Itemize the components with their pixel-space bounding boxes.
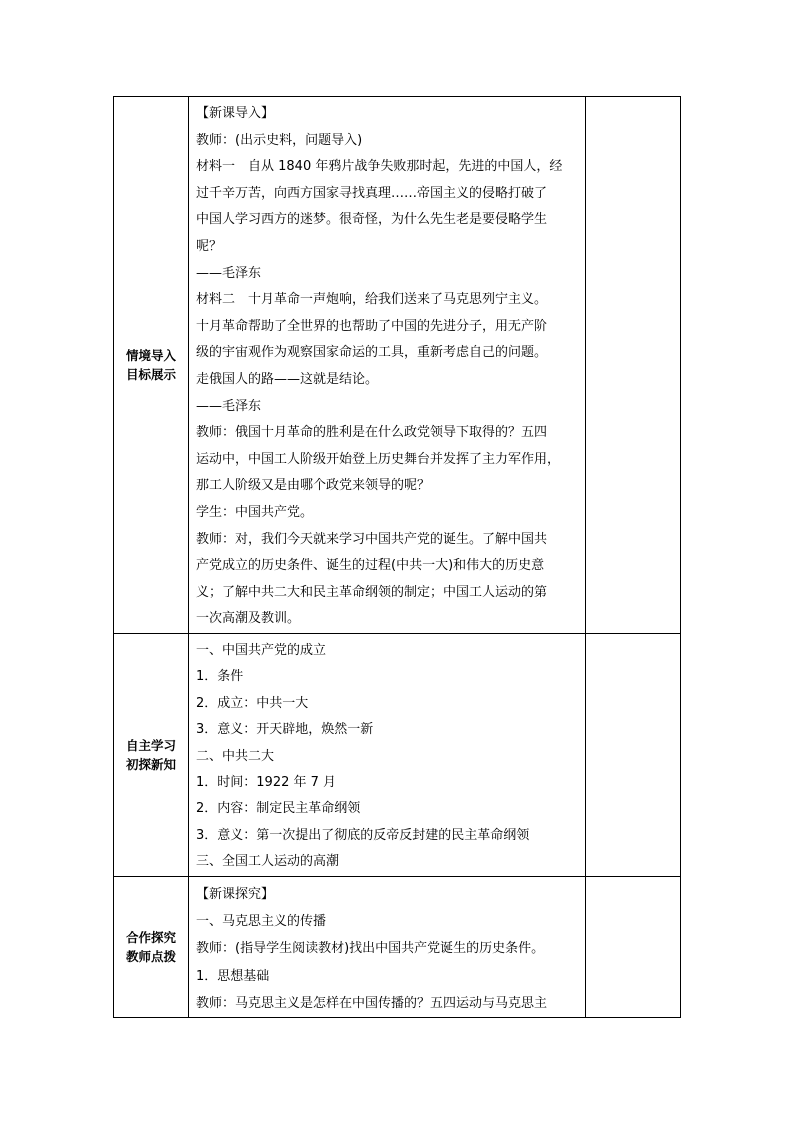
- section-label-cell: [114, 634, 189, 877]
- content-line: 教师：对，我们今天就来学习中国共产党的诞生。了解中国共: [196, 531, 548, 547]
- content-line: 一、马克思主义的传播: [196, 913, 327, 929]
- content-line: 【新课导入】: [196, 106, 275, 121]
- section-label: 合作探究: [125, 929, 176, 945]
- content-line: 呢？: [196, 238, 223, 254]
- row-self-study: [114, 634, 681, 877]
- content-line: 1．思想基础: [196, 968, 270, 984]
- content-line: 材料二 十月革命一声炮响，给我们送来了马克思列宁主义。: [196, 292, 548, 308]
- notes-cell: [586, 634, 681, 877]
- content-line: 教师：俄国十月革命的胜利是在什么政党领导下取得的？五四: [196, 425, 548, 441]
- content-line: 一、中国共产党的成立: [196, 643, 327, 658]
- content-line: 教师：马克思主义是怎样在中国传播的？五四运动与马克思主: [196, 995, 548, 1011]
- content-line: 义；了解中共二大和民主革命纲领的制定；中国工人运动的第: [196, 584, 548, 600]
- section-content: [189, 634, 586, 877]
- content-line: 三、全国工人运动的高潮: [196, 854, 340, 870]
- section-label-cell: [114, 876, 189, 1017]
- section-content: [189, 876, 586, 1017]
- notes-cell: [586, 97, 681, 634]
- content-line: 教师：(出示史料，问题导入): [196, 132, 363, 148]
- section-label: 目标展示: [125, 367, 176, 382]
- notes-cell: [586, 876, 681, 1017]
- content-line: 材料一 自从 1840 年鸦片战争失败那时起，先进的中国人，经: [196, 159, 563, 175]
- row-situation-intro: [114, 97, 681, 634]
- content-line: 过千辛万苦，向西方国家寻找真理……帝国主义的侵略打破了: [196, 185, 548, 201]
- section-content: [189, 97, 586, 634]
- content-line: ——毛泽东: [196, 265, 262, 281]
- content-line: 二、中共二大: [196, 748, 275, 764]
- content-line: 走俄国人的路——这就是结论。: [196, 371, 379, 387]
- content-line: 产党成立的历史条件、诞生的过程(中共一大)和伟大的历史意: [196, 558, 545, 574]
- content-line: 1．条件: [196, 669, 244, 685]
- section-label: 自主学习: [125, 737, 176, 753]
- section-label-cell: [114, 97, 189, 634]
- lesson-plan-table: [113, 96, 681, 1018]
- content-line: 十月革命帮助了全世界的也帮助了中国的先进分子，用无产阶: [196, 318, 548, 334]
- section-label: 初探新知: [125, 756, 176, 772]
- content-line: 3．意义：开天辟地，焕然一新: [196, 722, 374, 738]
- content-line: 中国人学习西方的迷梦。很奇怪，为什么先生老是要侵略学生: [196, 212, 548, 228]
- section-label: 教师点拨: [125, 948, 176, 964]
- content-line: 3．意义：第一次提出了彻底的反帝反封建的民主革命纲领: [196, 827, 530, 843]
- content-line: 2．成立：中共一大: [196, 695, 309, 711]
- row-cooperative-inquiry: [114, 876, 681, 1017]
- content-line: 一次高潮及教训。: [196, 611, 301, 627]
- content-line: 学生：中国共产党。: [196, 504, 314, 520]
- content-line: 教师：(指导学生阅读教材)找出中国共产党诞生的历史条件。: [196, 941, 545, 957]
- content-line: 级的宇宙观作为观察国家命运的工具，重新考虑自己的问题。: [196, 345, 548, 361]
- content-line: 运动中，中国工人阶级开始登上历史舞台并发挥了主力军作用，: [196, 451, 561, 467]
- content-line: 2．内容：制定民主革命纲领: [196, 801, 361, 817]
- content-line: 那工人阶级又是由哪个政党来领导的呢？: [196, 478, 431, 494]
- section-label: 情境导入: [125, 348, 176, 363]
- content-line: 【新课探究】: [196, 886, 275, 902]
- content-line: ——毛泽东: [196, 398, 262, 414]
- content-line: 1．时间：1922 年 7 月: [196, 775, 337, 791]
